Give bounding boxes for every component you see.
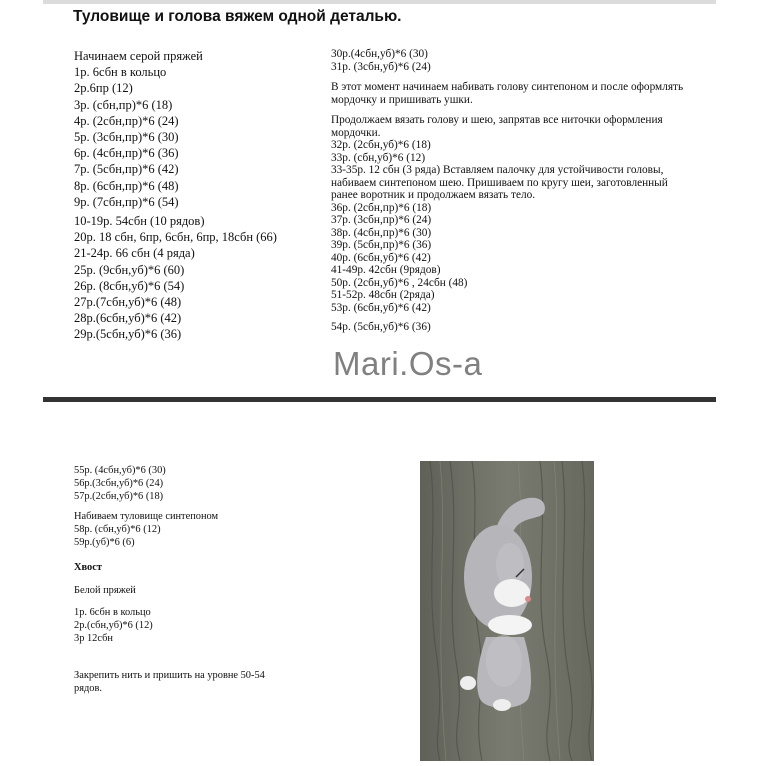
section-heading-tail: Хвост (74, 561, 102, 573)
pattern-row: 39р. (5сбн,пр)*6 (36) (331, 239, 432, 251)
pattern-row: 41-49р. 42сбн (9рядов) (331, 264, 441, 276)
instruction-note: рядов. (74, 682, 102, 694)
pattern-row: 25р. (9сбн,уб)*6 (60) (74, 262, 185, 277)
pattern-row: 7р. (5сбн,пр)*6 (42) (74, 162, 179, 177)
pattern-row: 33р. (сбн,уб)*6 (12) (331, 151, 426, 164)
pattern-row: Начинаем серой пряжей (74, 49, 203, 63)
pattern-row: 59р.(уб)*6 (6) (74, 536, 135, 548)
instruction-note: Набиваем туловище синтепоном (74, 511, 219, 523)
pattern-row: 57р.(2сбн,уб)*6 (18) (74, 490, 164, 502)
pattern-row: 53р. (6сбн,уб)*6 (42) (331, 301, 431, 314)
pattern-row: 32р. (2сбн,уб)*6 (18) (331, 139, 431, 151)
toy-photo (420, 461, 594, 761)
pattern-row: 4р. (2сбн,пр)*6 (24) (74, 113, 179, 128)
toy-foot (493, 699, 511, 711)
page-divider (43, 397, 716, 402)
pattern-continuation (74, 465, 374, 695)
pattern-row: 38р. (4сбн,пр)*6 (30) (331, 226, 432, 239)
top-page-edge (43, 0, 716, 4)
toy-head (464, 525, 532, 629)
pattern-row: 1р. 6сбн в кольцо (74, 65, 167, 80)
pattern-row: 26р. (8сбн,уб)*6 (54) (74, 278, 185, 293)
instruction-note: 33-35р. 12 сбн (3 ряда) Вставляем палочку для устойчивости головы, набиваем синтепоном шею. Пришиваем по кругу шеи, заготовленный ранее воротник и продолжаем вязать тело. (331, 164, 668, 201)
pattern-row: 5р. (3сбн,пр)*6 (30) (74, 130, 179, 145)
pattern-row: 6р. (4сбн,пр)*6 (36) (74, 146, 179, 161)
pattern-row: 29р.(5сбн,уб)*6 (36) (74, 327, 182, 342)
pattern-row: 3р 12сбн (74, 632, 113, 644)
pattern-row: 51-52р. 48сбн (2ряда) (331, 289, 435, 301)
pattern-row: 20р. 18 сбн, 6пр, 6сбн, 6пр, 18сбн (66) (74, 230, 277, 245)
pattern-row: 3р. (сбн,пр)*6 (18) (74, 97, 173, 112)
pattern-row: 56р.(3сбн,уб)*6 (24) (74, 477, 164, 489)
pattern-row: 55р. (4сбн,уб)*6 (30) (74, 465, 166, 476)
pattern-row: 40р. (6сбн,уб)*6 (42) (331, 251, 431, 264)
pattern-row: 50р. (2сбн,уб)*6 , 24сбн (48) (331, 276, 468, 289)
page-title: Туловище и голова вяжем одной деталью. (73, 8, 402, 25)
instruction-note: Продолжаем вязать голову и шею, запрятав все ниточки оформления мордочки. (331, 114, 663, 139)
instruction-note: Закрепить нить и пришить на уровне 50-54 (74, 669, 265, 681)
pattern-row: 58р. (сбн,уб)*6 (12) (74, 524, 161, 536)
pattern-row: 9р. (7сбн,пр)*6 (54) (74, 194, 179, 209)
pattern-row: 31р. (3сбн,уб)*6 (24) (331, 60, 431, 73)
pattern-row: 37р. (3сбн,пр)*6 (24) (331, 214, 432, 226)
pattern-row: 27р.(7сбн,уб)*6 (48) (74, 295, 182, 310)
pattern-row: 21-24р. 66 сбн (4 ряда) (74, 246, 195, 261)
pattern-row: 28р.(6сбн,уб)*6 (42) (74, 311, 182, 326)
pattern-right-column (331, 48, 691, 334)
instruction-note: Белой пряжей (74, 584, 136, 596)
pattern-row: 54р. (5сбн,уб)*6 (36) (331, 321, 431, 333)
pattern-row: 36р. (2сбн,пр)*6 (18) (331, 201, 432, 214)
watermark: Mari.Os-a (333, 345, 483, 382)
toy-foot (460, 676, 476, 690)
pattern-row: 30р.(4сбн,уб)*6 (30) (331, 48, 428, 60)
pattern-row: 2р.(сбн,уб)*6 (12) (74, 620, 153, 632)
pattern-row: 2р.6пр (12) (74, 81, 133, 96)
instruction-note: В этот момент начинаем набивать голову синтепоном и после оформлять мордочку и пришивать ушки. (331, 81, 684, 106)
toy-collar (488, 615, 532, 635)
pattern-row: 1р. 6сбн в кольцо (74, 607, 151, 619)
pattern-left-column (74, 48, 314, 343)
toy-nose (525, 596, 531, 602)
toy-photo-drawing (420, 461, 594, 761)
pattern-row: 10-19р. 54сбн (10 рядов) (74, 214, 205, 229)
pattern-row: 8р. (6сбн,пр)*6 (48) (74, 178, 179, 193)
